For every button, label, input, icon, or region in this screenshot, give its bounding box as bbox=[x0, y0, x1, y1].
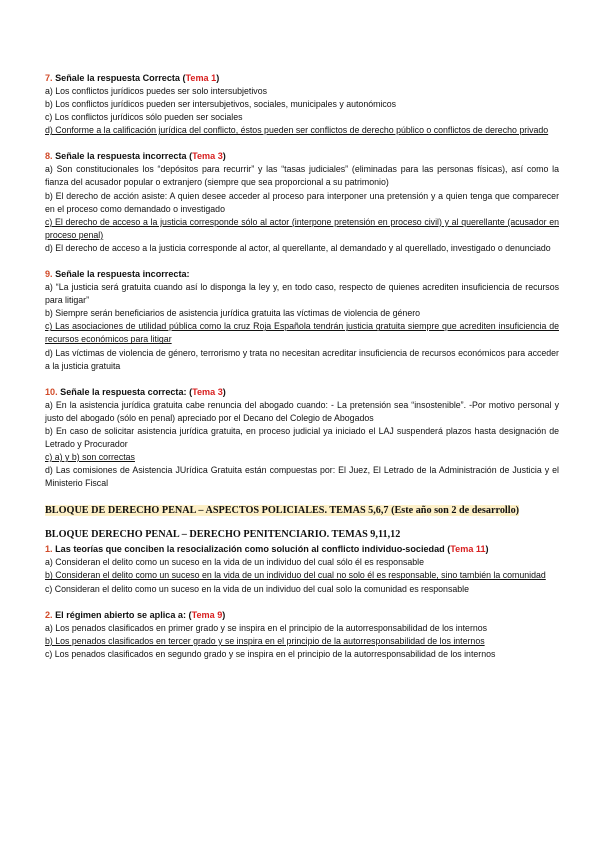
tema-reference: Tema 3 bbox=[192, 151, 223, 162]
answer-option: b) Los conflictos jurídicos pueden ser intersubjetivos, sociales, municipales y autonómicos bbox=[45, 99, 397, 110]
tema-reference: Tema 11 bbox=[450, 544, 486, 555]
block-heading-penal bbox=[45, 503, 559, 518]
answer-option: a) Son constitucionales los “depósitos para recurrir” y las “tasas judiciales” (eliminadas para las personas físicas), así como la fianza del acusador popular o extranjero (siempre que sea proporcional a su patrimonio) bbox=[45, 164, 559, 188]
tema-reference: Tema 9 bbox=[191, 609, 223, 620]
answer-option: d) El derecho de acceso a la justicia corresponde al actor, al querellante, al demandado y al querellado, investigado o denunciado bbox=[45, 242, 551, 253]
question-text: Las teorías que conciben la resocialización como solución al conflicto individuo-sociedad bbox=[52, 544, 445, 555]
answer-option: a) Los conflictos jurídicos puedes ser solo intersubjetivos bbox=[45, 86, 267, 96]
question-text: Señale la respuesta Correcta bbox=[52, 73, 180, 83]
question-text: Señale la respuesta incorrecta: bbox=[52, 269, 190, 280]
answer-option-correct: c) Las asociaciones de utilidad pública como la cruz Roja Española tendrán justicia gratuita siempre que acrediten insuficiencia de recursos económicos para litigar bbox=[45, 321, 559, 345]
answer-option: b) El derecho de acción asiste: A quien desee acceder al proceso para interponer una pretensión y a quien tenga que comparecer en el proceso como demandado o investigado bbox=[45, 190, 559, 214]
question-number: 9. bbox=[45, 269, 53, 280]
question-title: 8. Señale la respuesta incorrecta (Tema 3) bbox=[45, 151, 226, 162]
question-number: 2. bbox=[45, 609, 53, 620]
question-number: 7. bbox=[45, 73, 53, 83]
tema-reference: Tema 3 bbox=[192, 386, 223, 397]
answer-option: c) Consideran el delito como un suceso en la vida de un individuo del cual solo la comunidad es responsable bbox=[45, 583, 469, 594]
answer-option: c) Los conflictos jurídicos sólo pueden ser sociales bbox=[45, 112, 243, 123]
answer-option-correct: c) a) y b) son correctas bbox=[45, 452, 135, 463]
question-9 bbox=[45, 268, 559, 373]
answer-option: a) Consideran el delito como un suceso en la vida de un individuo del cual sólo él es responsable bbox=[45, 557, 424, 568]
answer-option: b) Siempre serán beneficiarios de asistencia jurídica gratuita las víctimas de violencia de género bbox=[45, 308, 421, 319]
question-title: 1. Las teorías que conciben la resocialización como solución al conflicto individuo-sociedad (Tema 11) bbox=[45, 544, 489, 555]
question-text: Señale la respuesta correcta: bbox=[57, 386, 187, 397]
question-8 bbox=[45, 150, 559, 255]
question-group-tema-1-3 bbox=[45, 72, 559, 490]
answer-option: d) Las víctimas de violencia de género, terrorismo y trata no necesitan acreditar insuficiencia de recursos económicos para acceder a la justicia gratuita bbox=[45, 347, 559, 371]
answer-option-correct: b) Consideran el delito como un suceso en la vida de un individuo del cual no solo él es responsable, sino también la comunidad bbox=[45, 570, 546, 581]
block-heading-penal-text: BLOQUE DE DERECHO PENAL – ASPECTOS POLICIALES. TEMAS 5,6,7 (Este año son 2 de desarrollo) bbox=[45, 505, 520, 517]
question-number: 8. bbox=[45, 151, 53, 162]
question-number: 10. bbox=[45, 386, 58, 397]
question-text: El régimen abierto se aplica a: bbox=[52, 609, 187, 620]
document-page bbox=[45, 72, 559, 674]
answer-option-correct: d) Conforme a la calificación jurídica del conflicto, éstos pueden ser conflictos de derecho público o conflictos de derecho privado bbox=[45, 125, 549, 136]
answer-option: a) Los penados clasificados en primer grado y se inspira en el principio de la autorresponsabilidad de los internos bbox=[45, 622, 488, 633]
answer-option: d) Las comisiones de Asistencia JUrídica Gratuita están compuestas por: El Juez, El Letrado de la Administración de Justicia y el Ministerio Fiscal bbox=[45, 465, 559, 489]
question-2 bbox=[45, 609, 559, 661]
question-text: Señale la respuesta incorrecta bbox=[52, 151, 187, 162]
question-10 bbox=[45, 386, 559, 491]
question-group-penitenciario bbox=[45, 543, 559, 661]
block-heading-penitenciario: BLOQUE DERECHO PENAL – DERECHO PENITENCIARIO. TEMAS 9,11,12 bbox=[45, 529, 401, 541]
answer-option: a) “La justicia será gratuita cuando así lo disponga la ley y, en todo caso, respecto de quienes acrediten insuficiencia de recursos para litigar” bbox=[45, 282, 559, 306]
question-7 bbox=[45, 72, 559, 137]
question-1 bbox=[45, 543, 559, 595]
question-title bbox=[45, 268, 559, 281]
question-title: 10. Señale la respuesta correcta: (Tema 3) bbox=[45, 386, 226, 397]
answer-option: c) Los penados clasificados en segundo grado y se inspira en el principio de la autorresponsabilidad de los internos bbox=[45, 648, 496, 659]
question-title: 7. Señale la respuesta Correcta (Tema 1) bbox=[45, 73, 220, 83]
answer-option: b) En caso de solicitar asistencia jurídica gratuita, en proceso judicial ya iniciado el LAJ suspenderá plazos hasta designación de Letrado y Procurador bbox=[45, 425, 559, 449]
tema-reference: Tema 1 bbox=[185, 73, 217, 83]
answer-option-correct: b) Los penados clasificados en tercer grado y se inspira en el principio de la autorresponsabilidad de los internos bbox=[45, 635, 485, 646]
question-title: 2. El régimen abierto se aplica a: (Tema 9) bbox=[45, 609, 226, 620]
answer-option-correct: c) El derecho de acceso a la justicia corresponde sólo al actor (interpone pretensión en proceso civil) y al querellante (acusador en proceso penal) bbox=[45, 216, 559, 240]
question-number: 1. bbox=[45, 544, 53, 555]
answer-option: a) En la asistencia jurídica gratuita cabe renuncia del abogado cuando: - La pretensión sea “insostenible”. -Por motivo personal y justo del abogado (sólo en penal) apreciado por el Decano del Colegio de Abogados bbox=[45, 399, 559, 423]
